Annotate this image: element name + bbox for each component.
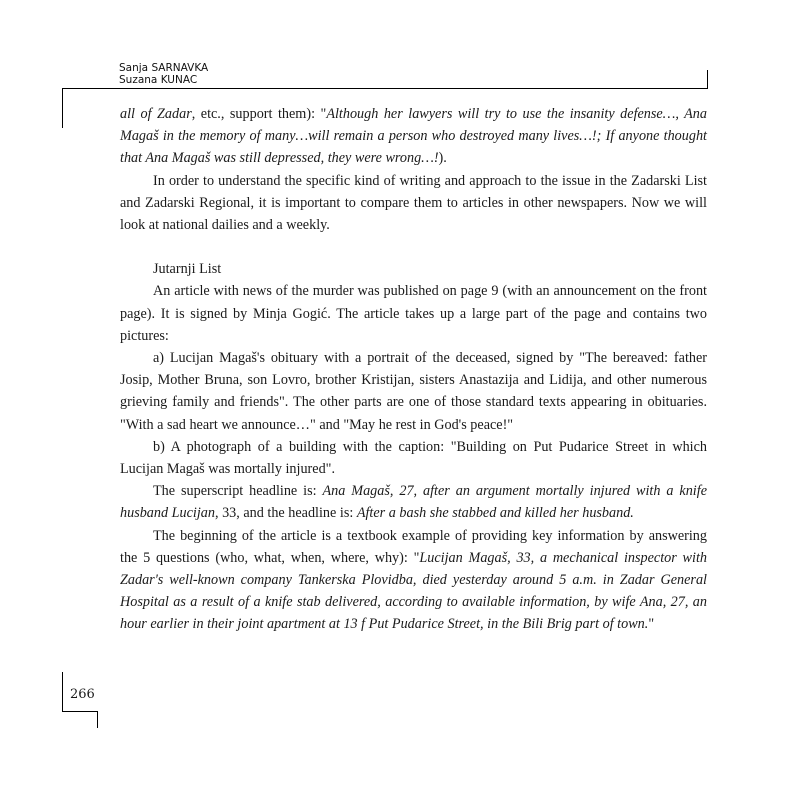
- italic-run: After a bash she stabbed and killed her husband.: [356, 505, 634, 522]
- footer-rule-right: [97, 711, 98, 728]
- italic-run: Although her lawyers will try to use the insanity defense…, Ana Magaš in the memory of many…will remain a person who destroyed many lives…!; If anyone thought that Ana Magaš was still depressed, they were wrong…!: [120, 106, 707, 167]
- italic-run: Ana Magaš, 27, after an argument mortally injured with a knife husband Lucijan: [120, 483, 707, 522]
- text-run: , 33, and the headline is:: [214, 505, 357, 522]
- text-run: The superscript headline is:: [153, 483, 323, 500]
- author-name: Suzana KUNAC: [119, 74, 198, 86]
- paragraph: [120, 525, 707, 636]
- text-run: ).: [438, 150, 447, 167]
- text-run: , etc., support them): ": [191, 106, 327, 122]
- body-text: [120, 103, 707, 636]
- text-run: Jutarnji List: [153, 261, 222, 278]
- section-heading: [120, 258, 707, 280]
- text-run: b) A photograph of a building with the caption: "Building on Put Pudarice Street in which Lucijan Magaš was mortally injured".: [120, 438, 707, 478]
- footer-rule: [62, 711, 98, 712]
- paragraph: [120, 103, 707, 170]
- running-header: [119, 62, 208, 86]
- paragraph: [120, 280, 707, 347]
- footer-rule-left: [62, 672, 63, 712]
- paragraph: [120, 480, 707, 524]
- paragraph: [120, 436, 707, 480]
- paragraph: [120, 170, 707, 237]
- text-run: An article with news of the murder was published on page 9 (with an announcement on the front page). It is signed by Minja Gogić. The article takes up a large part of the page and contains two pictures:: [120, 283, 707, 344]
- text-run: In order to understand the specific kind of writing and approach to the issue in the Zadarski List and Zadarski Regional, it is important to compare them to articles in other newspapers. Now we will look at national dailies and a weekly.: [120, 172, 707, 234]
- header-rule-right: [707, 70, 708, 89]
- italic-run: all of Zadar: [120, 106, 192, 122]
- header-rule-left: [62, 88, 63, 128]
- author-name: Sanja SARNAVKA: [119, 62, 209, 74]
- text-run: The beginning of the article is a textbook example of providing key information by answering the 5 questions (who, what, when, where, why): ": [120, 527, 707, 566]
- italic-run: Lucijan Magaš, 33, a mechanical inspector with Zadar's well-known company Tankerska Plovidba, died yesterday around 5 a.m. in Zadar General Hospital as a result of a knife stab delivered, according to available information, by wife Ana, 27, an hour earlier in their joint apartment at 13 f Put Pudarice Street, in the Bili Brig part of town.: [120, 549, 707, 633]
- page-number: 266: [70, 687, 95, 702]
- paragraph: [120, 347, 707, 436]
- text-run: ": [648, 616, 655, 633]
- text-run: a) Lucijan Magaš's obituary with a portrait of the deceased, signed by "The bereaved: father Josip, Mother Bruna, son Lovro, brother Kristijan, sisters Anastazija and Lidija, and other numerous grieving family and friends". The other parts are one of those standard texts appearing in obituaries. "With a sad heart we announce…" and "May he rest in God's peace!": [120, 350, 707, 433]
- header-rule: [62, 88, 708, 89]
